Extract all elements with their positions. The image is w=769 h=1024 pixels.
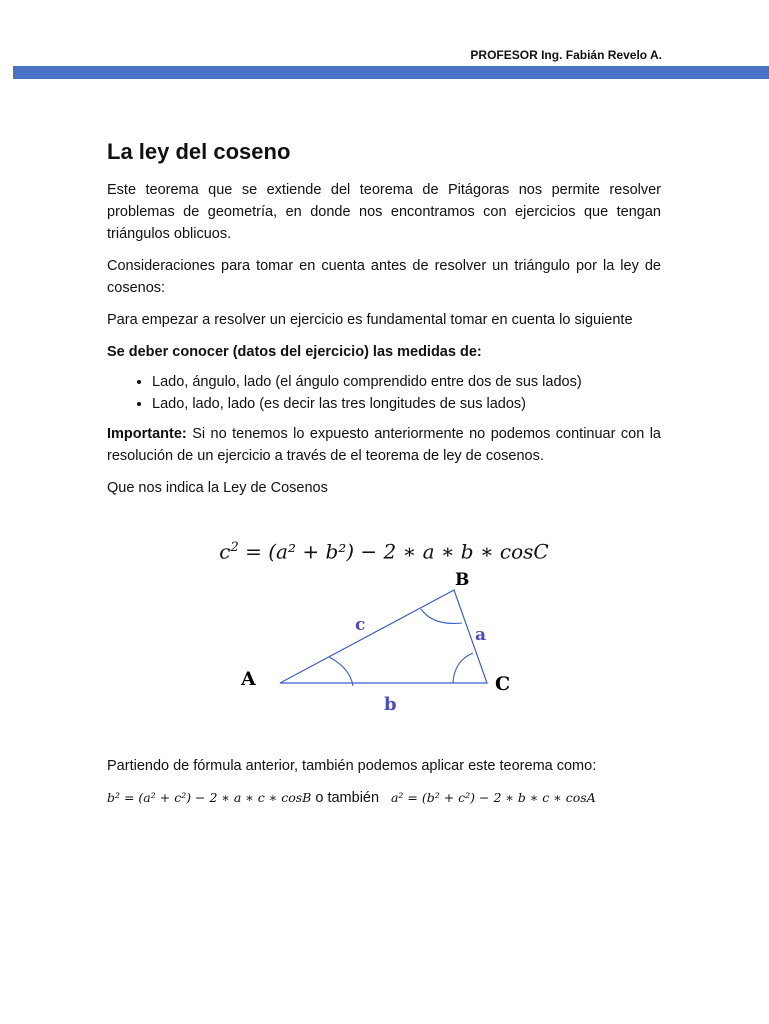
- considerations-paragraph: Consideraciones para tomar en cuenta antes de resolver un triángulo por la ley de cosenos:: [107, 258, 661, 296]
- angle-arc-C: [453, 653, 473, 683]
- side-label-c: c: [355, 614, 366, 635]
- list-item: • Lado, lado, lado (es decir las tres longitudes de sus lados): [152, 393, 661, 415]
- main-formula-rhs: = (a² + b²) − 2 ∗ a ∗ b ∗ cosC: [245, 539, 549, 564]
- start-paragraph: Para empezar a resolver un ejercicio es fundamental tomar en cuenta lo siguiente: [107, 312, 633, 328]
- vertex-label-A: A: [241, 667, 256, 690]
- must-know-heading: Se deber conocer (datos del ejercicio) las medidas de:: [107, 344, 482, 360]
- also-paragraph: Partiendo de fórmula anterior, también podemos aplicar este teorema como:: [107, 757, 597, 774]
- b-formula: b² = (a² + c²) − 2 ∗ a ∗ c ∗ cosB: [107, 789, 312, 805]
- intro-paragraph: Este teorema que se extiende del teorema de Pitágoras nos permite resolver problemas de geometría, en donde nos encontramos con ejercicios que tengan triángulos oblicuos.: [107, 182, 661, 242]
- alternative-formulas: [107, 787, 661, 809]
- main-formula: [107, 537, 661, 563]
- angle-arc-A: [329, 657, 353, 686]
- vertex-label-C: C: [495, 672, 511, 695]
- header-author: PROFESOR Ing. Fabián Revelo A.: [470, 48, 662, 62]
- requirements-list: [107, 371, 661, 415]
- side-label-a: a: [475, 624, 487, 645]
- header-bar: [13, 66, 769, 79]
- important-text: Si no tenemos lo expuesto anteriormente no podemos continuar con la resolución de un ejercicio a través de el teorema de ley de cosenos.: [107, 426, 661, 464]
- main-formula-lhs: c: [219, 539, 231, 564]
- page-title: La ley del coseno: [107, 139, 291, 164]
- indicates-paragraph: Que nos indica la Ley de Cosenos: [107, 480, 328, 496]
- important-paragraph: [107, 423, 661, 467]
- document-body: [107, 138, 661, 809]
- angle-arc-B: [421, 609, 462, 623]
- triangle-diagram: [207, 569, 511, 733]
- list-item: • Lado, ángulo, lado (el ángulo comprendido entre dos de sus lados): [152, 371, 661, 393]
- important-label: Importante:: [107, 426, 187, 442]
- connector-text: o también: [315, 789, 380, 806]
- side-label-b: b: [384, 693, 397, 715]
- vertex-label-B: B: [455, 569, 470, 590]
- main-formula-exponent: 2: [230, 540, 239, 555]
- a-formula: a² = (b² + c²) − 2 ∗ b ∗ c ∗ cosA: [390, 789, 596, 805]
